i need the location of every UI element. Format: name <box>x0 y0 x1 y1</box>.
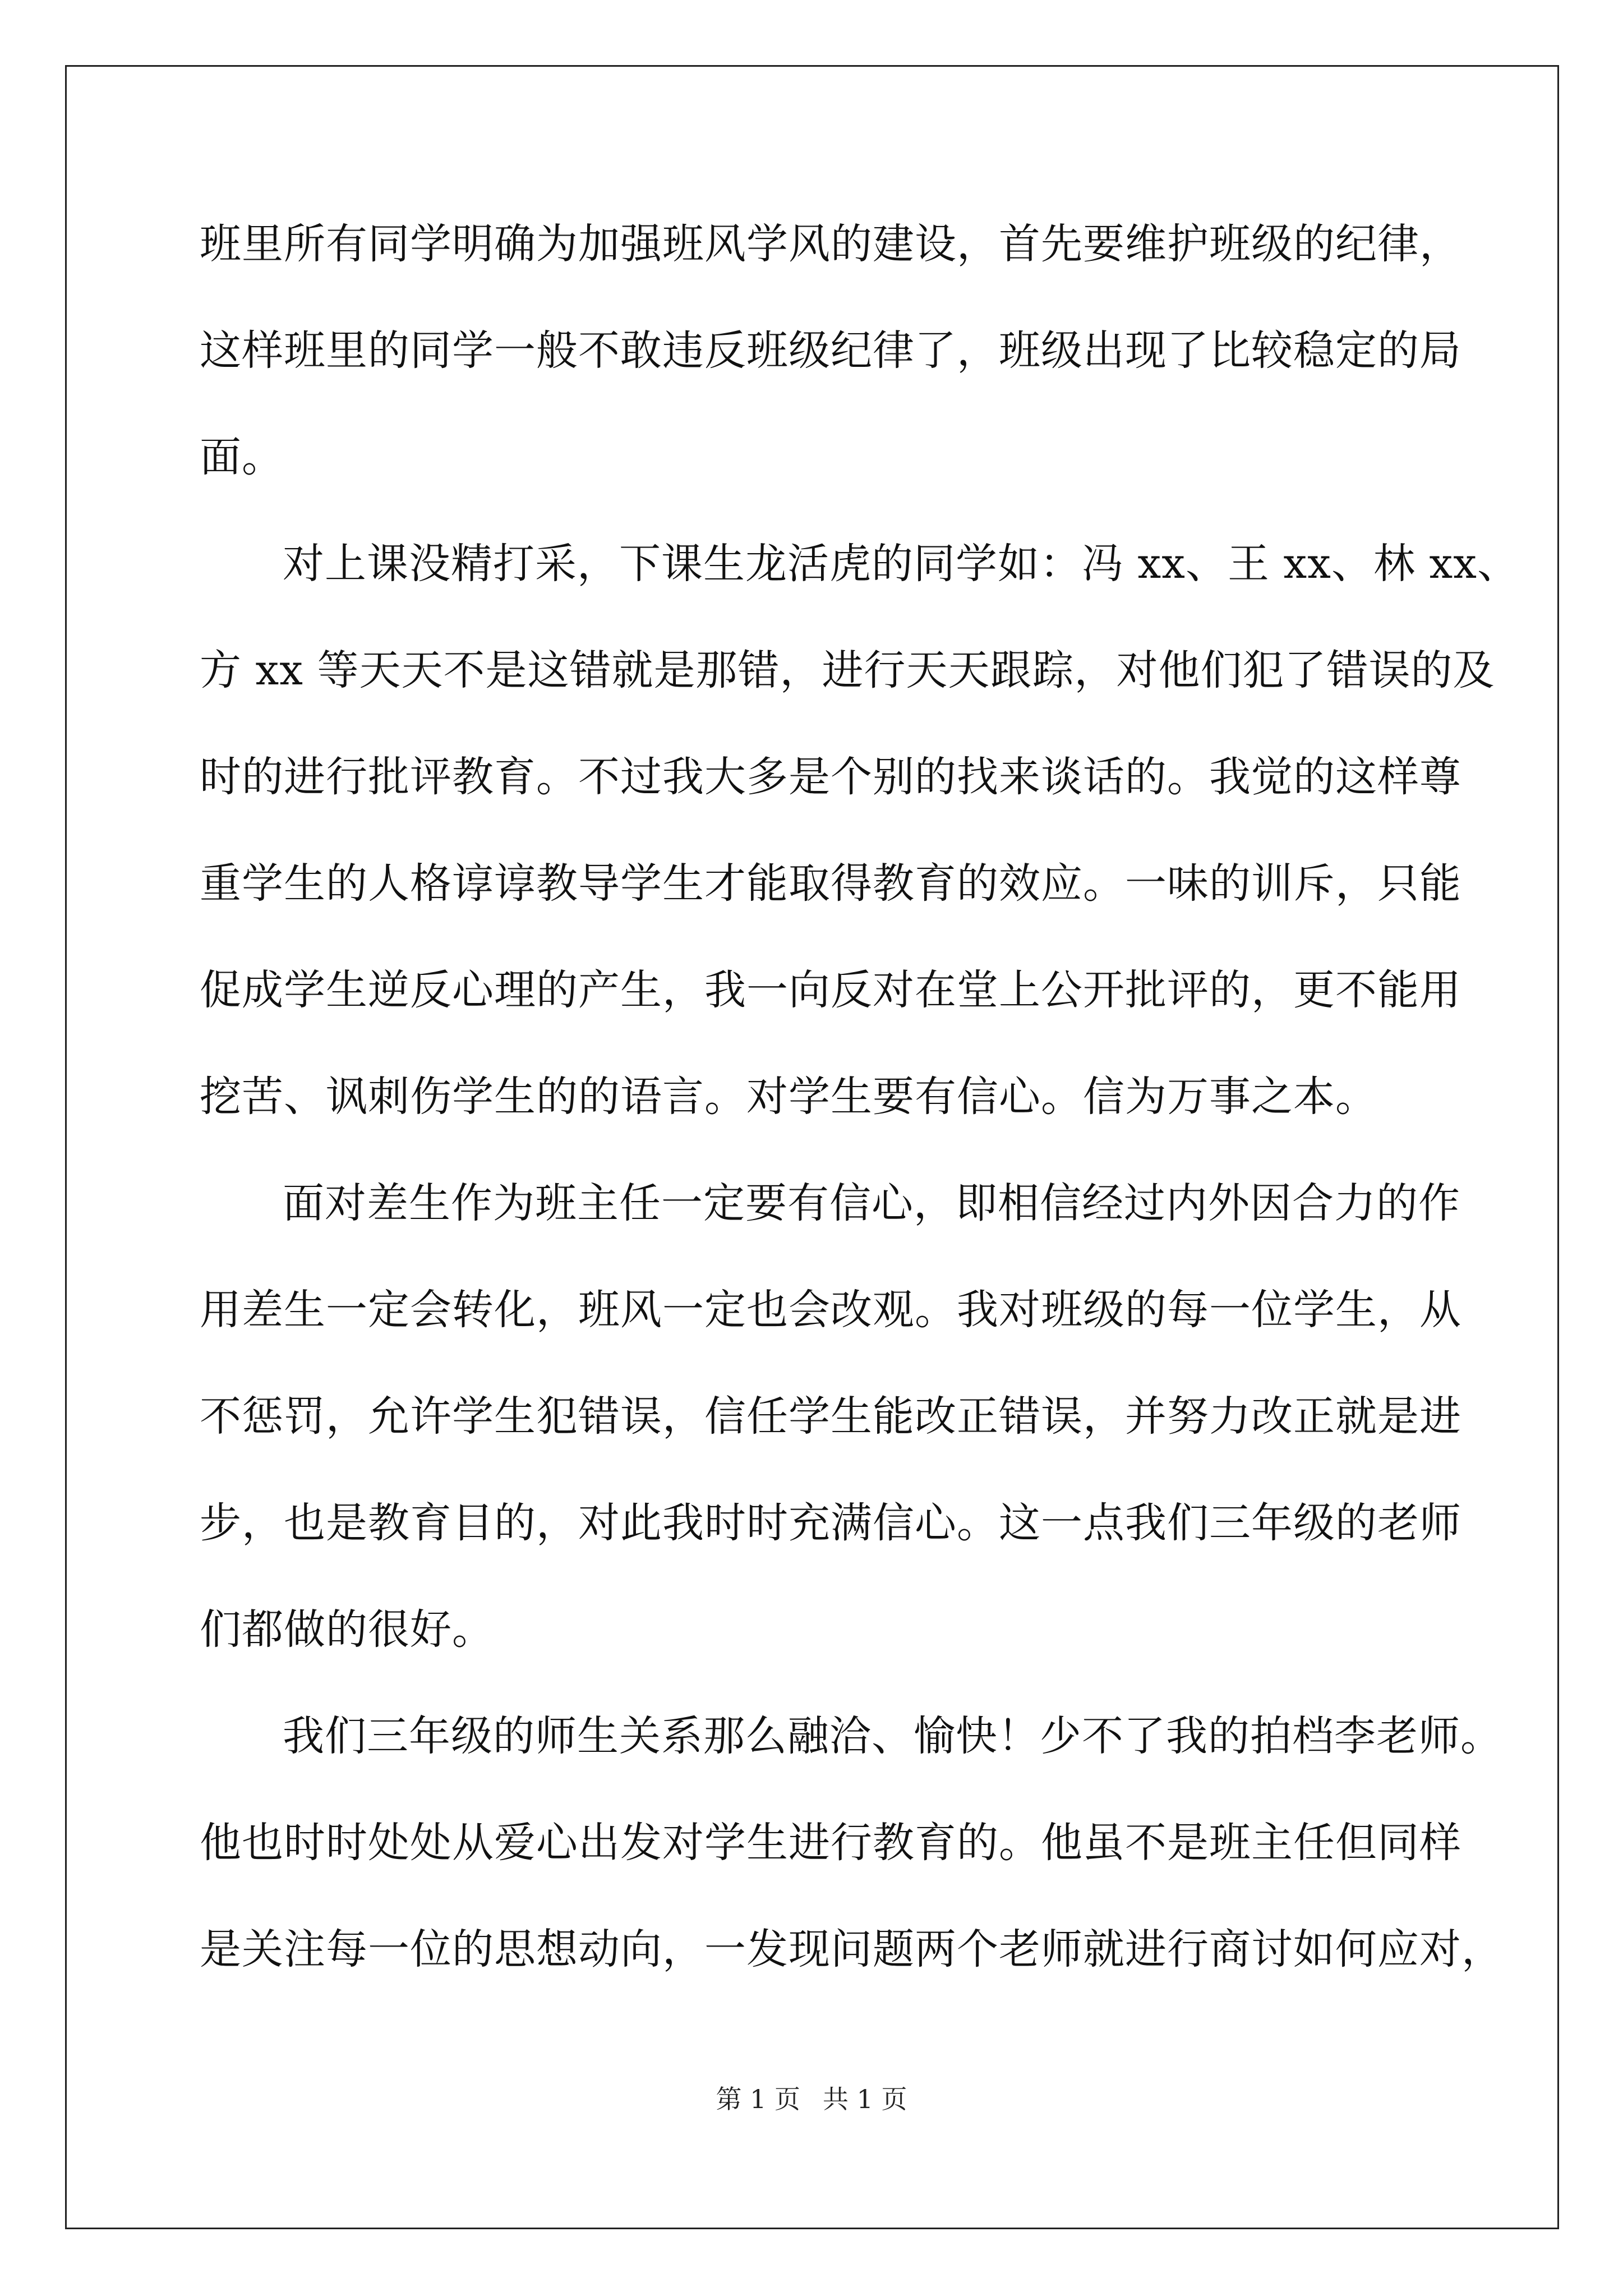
text-line: 班里所有同学明确为加强班风学风的建设，首先要维护班级的纪律， <box>200 220 1461 268</box>
text-line: 用差生一定会转化，班风一定也会改观。我对班级的每一位学生，从 <box>200 1286 1461 1334</box>
text-line: 挖苦、讽刺伤学生的的语言。对学生要有信心。信为万事之本。 <box>200 1073 1377 1121</box>
text-line: 重学生的人格谆谆教导学生才能取得教育的效应。一味的训斥，只能 <box>200 859 1461 908</box>
text-line: 是关注每一位的思想动向，一发现问题两个老师就进行商讨如何应对， <box>200 1925 1504 1973</box>
page-number: 第 1 页 <box>716 2084 800 2114</box>
text-line: 促成学生逆反心理的产生，我一向反对在堂上公开批评的，更不能用 <box>200 966 1461 1014</box>
text-line: 面。 <box>200 433 284 481</box>
page-footer <box>0 2082 1623 2116</box>
paragraph-start-line: 我们三年级的师生关系那么融洽、愉快！少不了我的拍档李老师。 <box>283 1712 1502 1760</box>
text-line: 方 xx 等天天不是这错就是那错，进行天天跟踪，对他们犯了错误的及 <box>200 646 1495 694</box>
text-line: 不惩罚，允许学生犯错误，信任学生能改正错误，并努力改正就是进 <box>200 1392 1461 1441</box>
paragraph-start-line: 对上课没精打采，下课生龙活虎的同学如：冯 xx、王 xx、林 xx、 <box>283 540 1519 588</box>
text-line: 这样班里的同学一般不敢违反班级纪律了，班级出现了比较稳定的局 <box>200 326 1461 375</box>
page-total: 共 1 页 <box>823 2084 907 2114</box>
text-line: 们都做的很好。 <box>200 1605 494 1654</box>
text-line: 他也时时处处从爱心出发对学生进行教育的。他虽不是班主任但同样 <box>200 1819 1461 1867</box>
text-line: 步，也是教育目的，对此我时时充满信心。这一点我们三年级的老师 <box>200 1499 1461 1547</box>
text-line: 时的进行批评教育。不过我大多是个别的找来谈话的。我觉的这样尊 <box>200 753 1461 801</box>
paragraph-start-line: 面对差生作为班主任一定要有信心，即相信经过内外因合力的作 <box>283 1179 1460 1227</box>
document-body <box>200 191 1519 2003</box>
